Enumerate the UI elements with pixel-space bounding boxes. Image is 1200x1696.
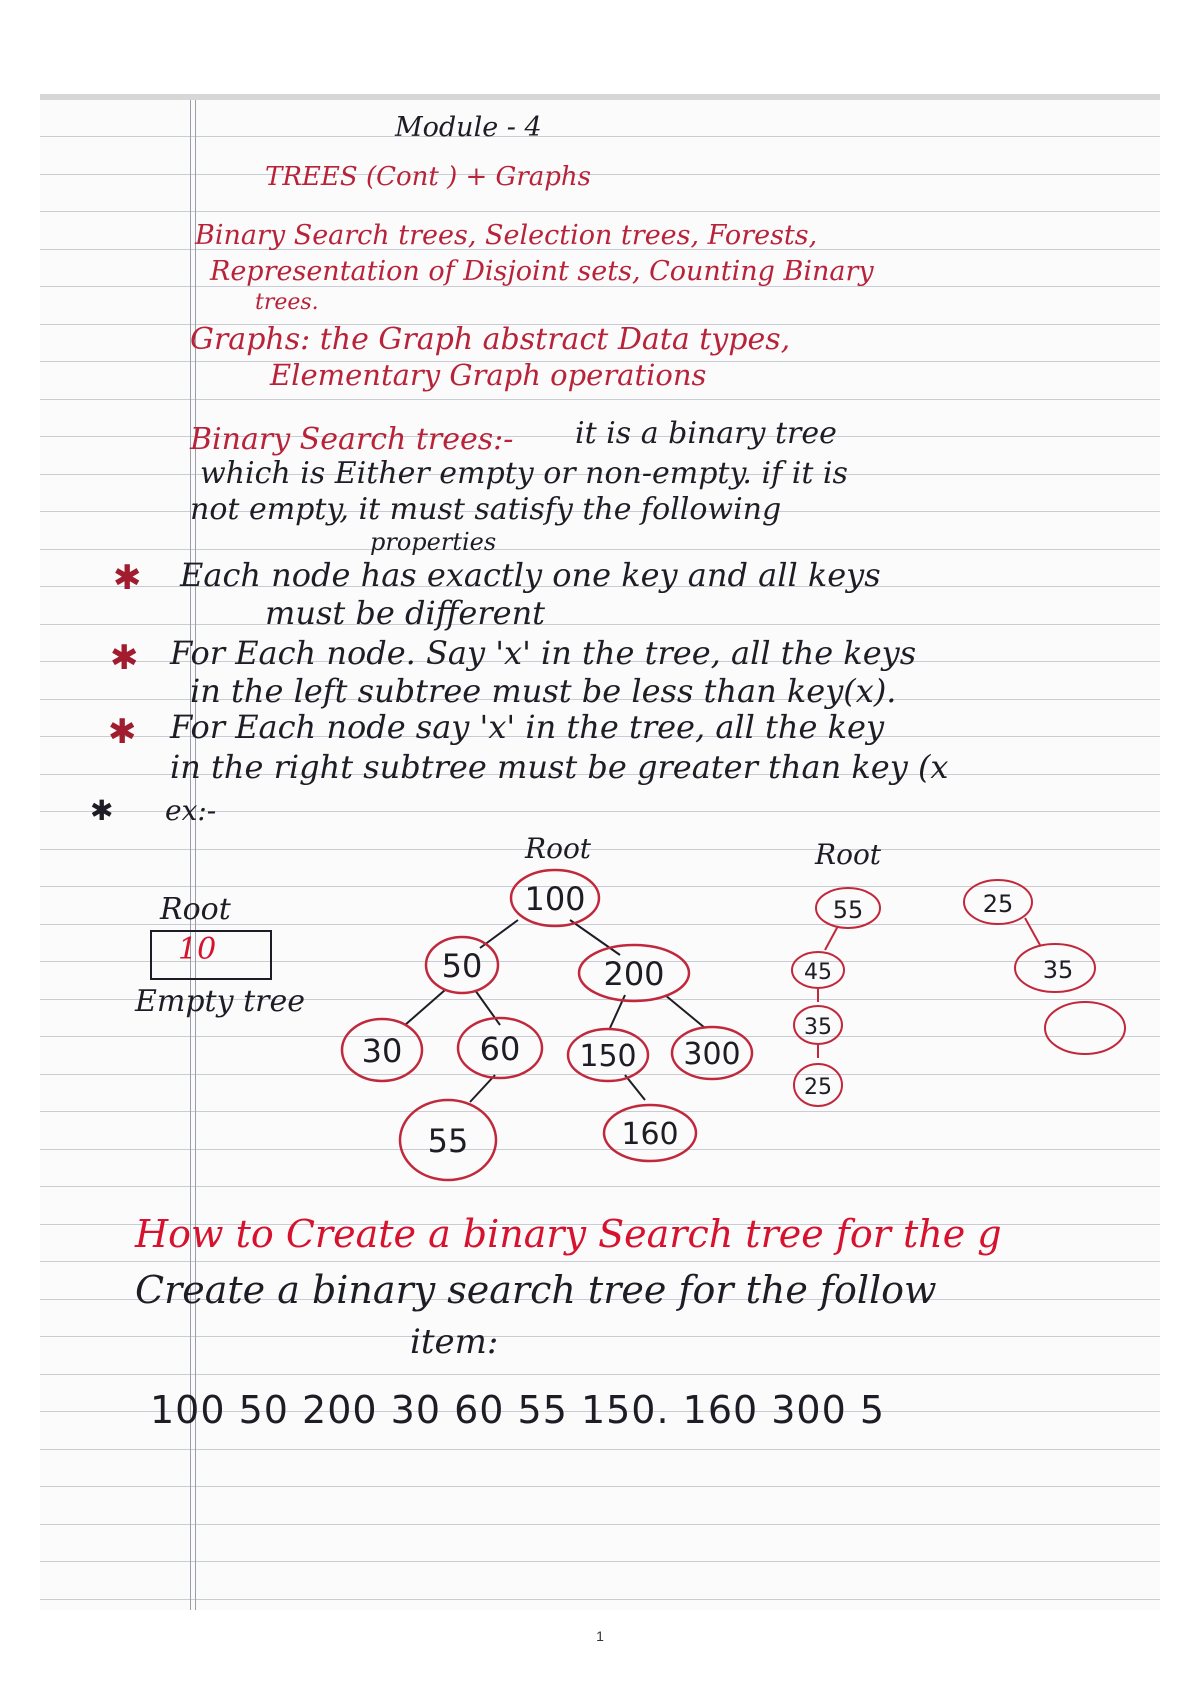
bullet-star-icon: ✱ xyxy=(113,558,142,598)
how-to-sequence: 100 50 200 30 60 55 150. 160 300 5 xyxy=(150,1388,886,1432)
tree3-labels xyxy=(983,890,1074,984)
syllabus-line-3: trees. xyxy=(255,290,319,315)
empty-tree-caption: Empty tree xyxy=(135,984,305,1019)
label-50: 50 xyxy=(441,947,483,985)
syllabus-line-4: Graphs: the Graph abstract Data types, xyxy=(190,322,791,357)
empty-tree-root-label: Root xyxy=(160,892,231,927)
tree1-labels xyxy=(362,880,741,1160)
how-to-heading: How to Create a binary Search tree for the g xyxy=(135,1212,1002,1256)
how-to-line-2: Create a binary search tree for the follow xyxy=(135,1268,937,1312)
property-3-line-2: in the right subtree must be greater than key (x xyxy=(170,748,949,786)
module-subtitle: TREES (Cont ) + Graphs xyxy=(265,162,591,192)
syllabus-line-2: Representation of Disjoint sets, Counting Binary xyxy=(210,256,874,287)
label-100: 100 xyxy=(524,880,586,918)
tree1-root-label: Root xyxy=(525,832,592,865)
property-2-line-1: For Each node. Say 'x' in the tree, all the keys xyxy=(170,634,917,672)
definition-term: Binary Search trees:- xyxy=(190,422,514,457)
label-55: 55 xyxy=(427,1122,469,1160)
property-3-line-1: For Each node say 'x' in the tree, all the key xyxy=(170,708,885,746)
bullet-star-icon: ✱ xyxy=(110,638,139,678)
property-1-line-1: Each node has exactly one key and all keys xyxy=(180,556,881,594)
label-25c: 25 xyxy=(982,890,1014,918)
bullet-star-icon: ✱ xyxy=(108,712,137,752)
edge-200-300 xyxy=(665,995,705,1028)
tree-diagrams xyxy=(40,100,1160,1610)
label-30: 30 xyxy=(361,1032,403,1070)
edge-55-45 xyxy=(825,926,838,950)
empty-tree-box-value: 10 xyxy=(178,932,217,967)
syllabus-line-1: Binary Search trees, Selection trees, Forests, xyxy=(195,220,818,251)
edge-50-30 xyxy=(405,990,445,1025)
property-1-line-2: must be different xyxy=(265,594,546,632)
label-150: 150 xyxy=(579,1039,637,1074)
example-label: ex:- xyxy=(165,794,217,827)
node-partial xyxy=(1045,1002,1125,1054)
edge-25-35 xyxy=(1025,918,1040,945)
notebook-page xyxy=(40,100,1160,1610)
edge-100-200 xyxy=(570,920,620,955)
label-60: 60 xyxy=(479,1030,521,1068)
tree2-root-label: Root xyxy=(815,838,882,871)
definition-line-4: properties xyxy=(370,528,497,556)
label-35b: 35 xyxy=(804,1015,832,1040)
property-2-line-2: in the left subtree must be less than key(x). xyxy=(190,672,897,710)
page-number: 1 xyxy=(596,1628,604,1644)
module-title: Module - 4 xyxy=(395,112,542,143)
how-to-line-3: item: xyxy=(410,1322,499,1362)
bullet-star-icon: ✱ xyxy=(90,794,114,827)
definition-line-3: not empty, it must satisfy the following xyxy=(190,492,782,527)
label-35c: 35 xyxy=(1042,956,1074,984)
label-160: 160 xyxy=(621,1117,679,1152)
label-55b: 55 xyxy=(832,896,864,924)
syllabus-line-5: Elementary Graph operations xyxy=(270,358,707,392)
edge-60-55 xyxy=(470,1075,495,1102)
label-25b: 25 xyxy=(804,1075,832,1100)
definition-line-2: which is Either empty or non-empty. if it is xyxy=(200,456,848,491)
tree3-edges xyxy=(1025,918,1040,945)
label-300: 300 xyxy=(683,1037,741,1072)
definition-line-1: it is a binary tree xyxy=(575,416,837,451)
label-45b: 45 xyxy=(804,960,832,985)
label-200: 200 xyxy=(603,955,665,993)
